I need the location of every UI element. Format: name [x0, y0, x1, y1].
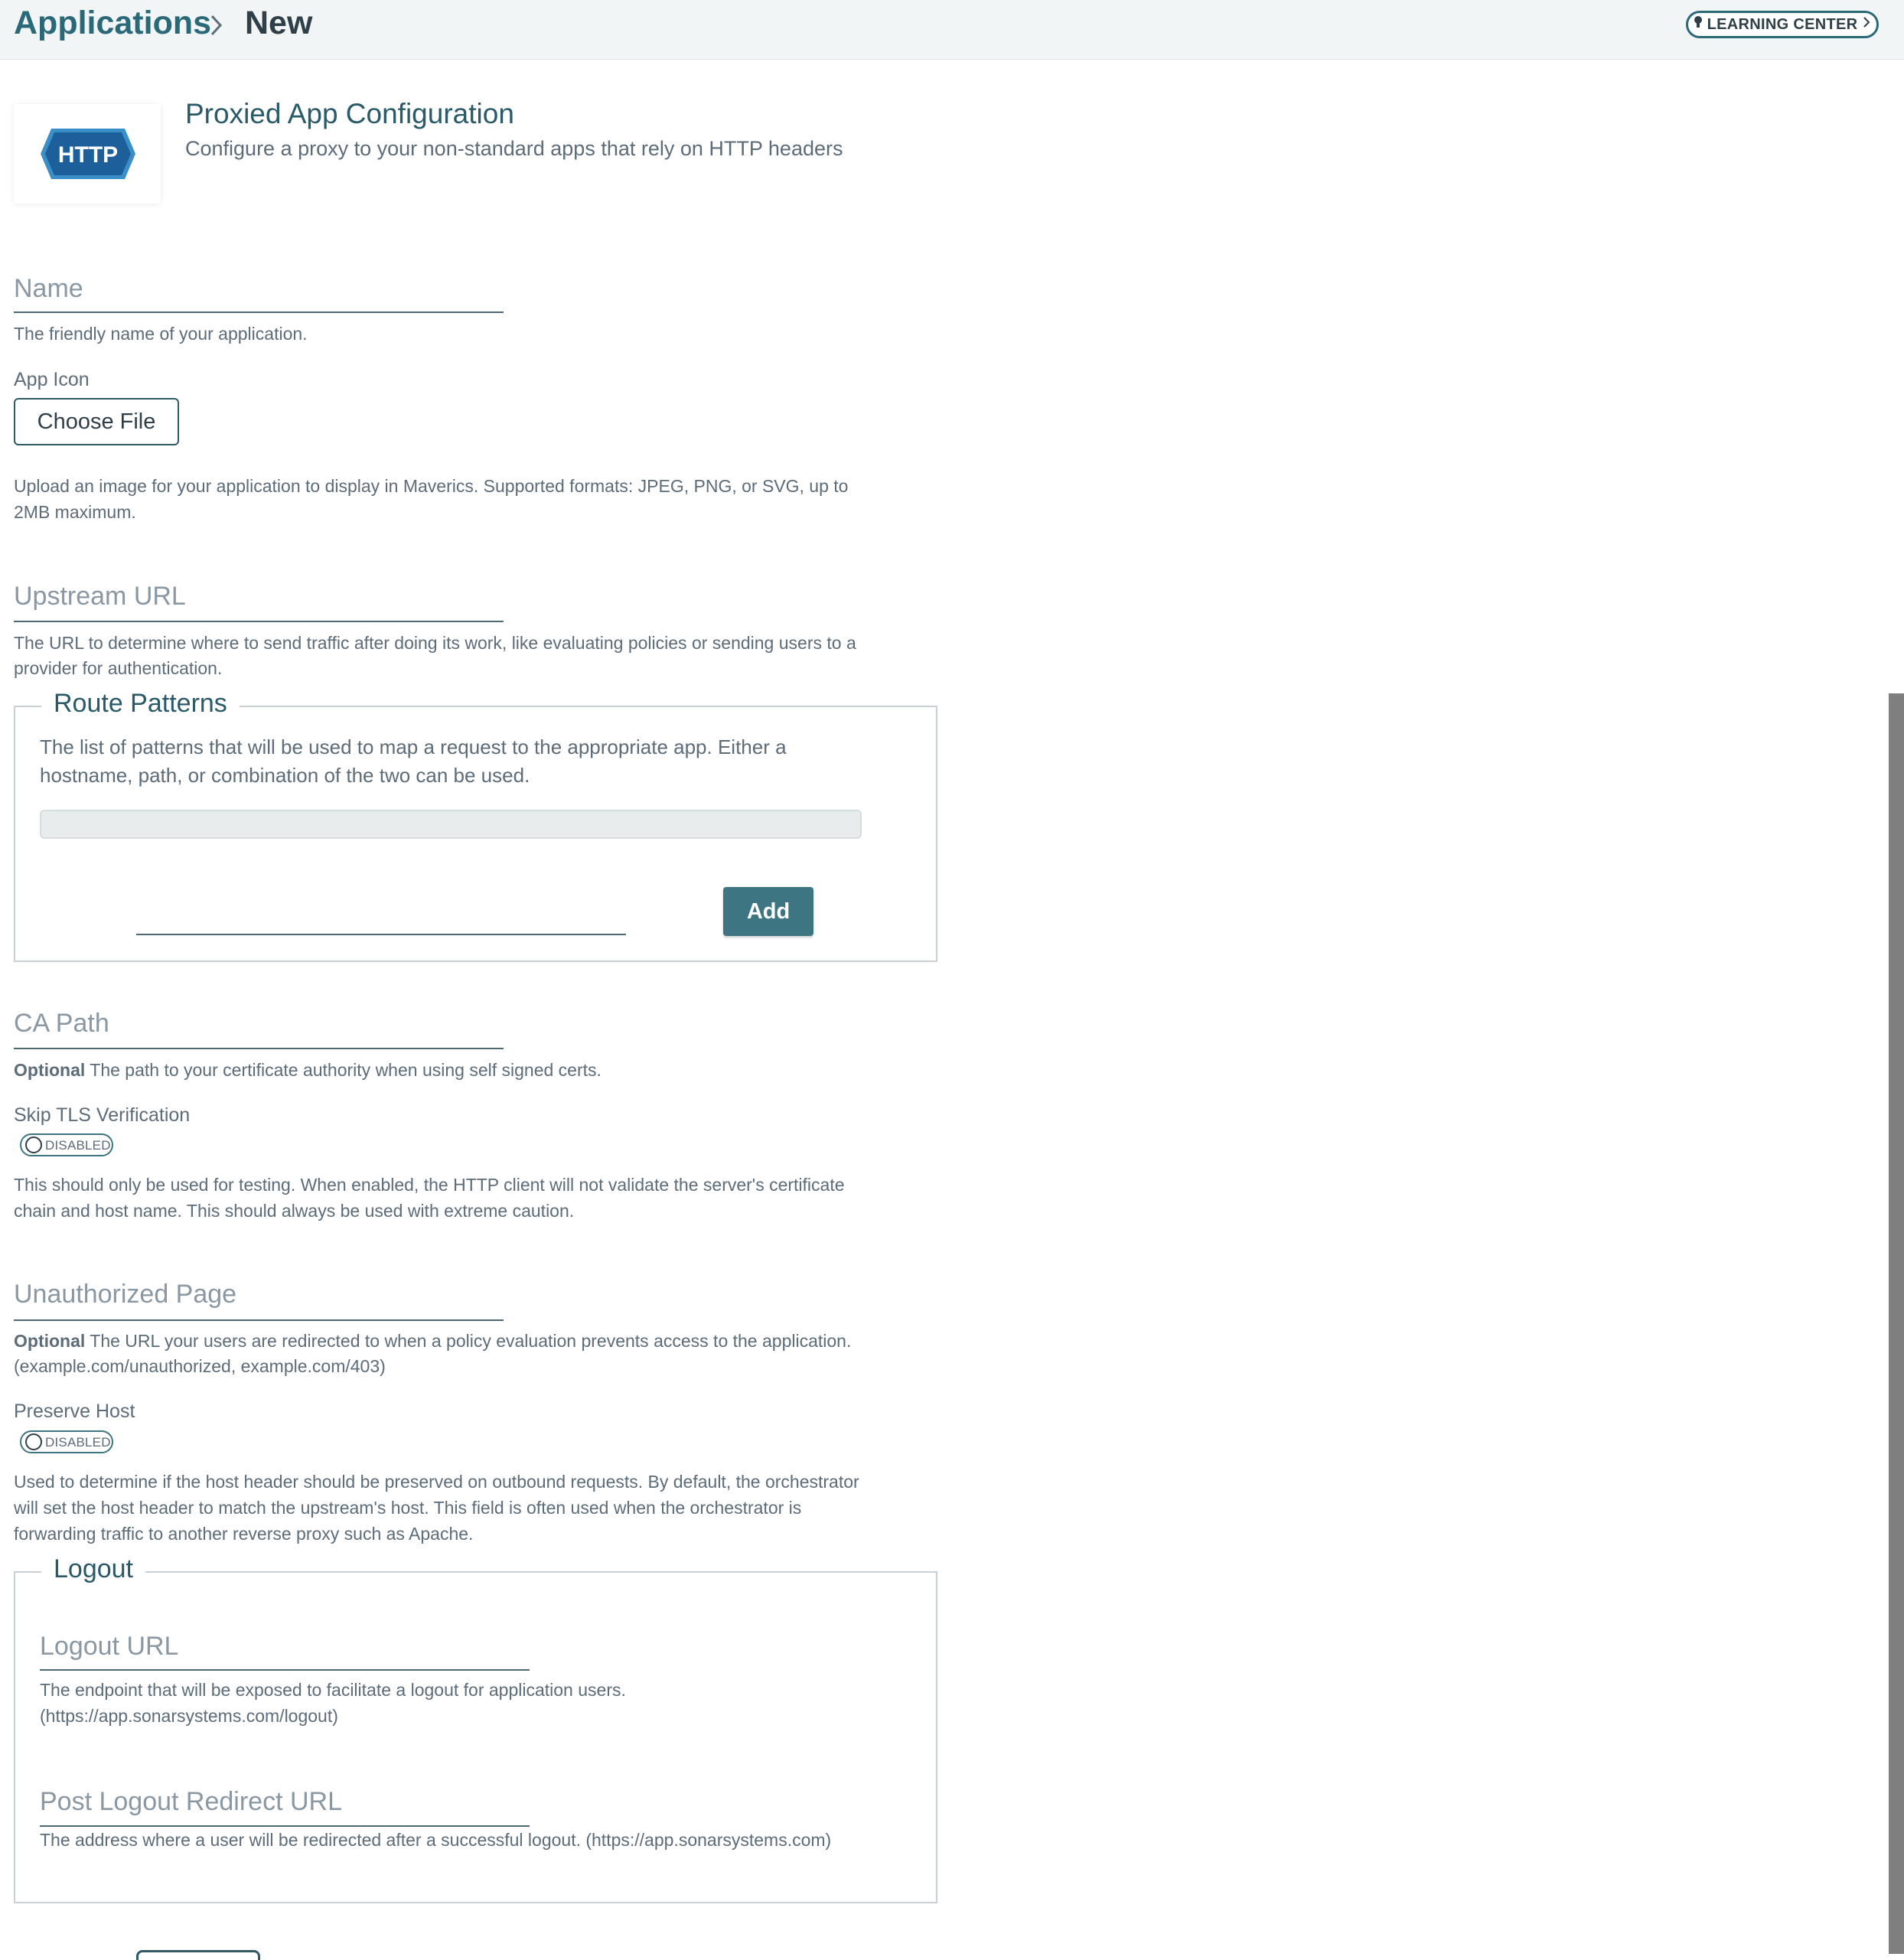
http-logo-text: HTTP: [57, 142, 119, 168]
name-input[interactable]: Name: [14, 274, 83, 303]
post-logout-help: The address where a user will be redirected after a successful logout. (https://app.sonarsystems.com): [40, 1830, 832, 1850]
preserve-host-label: Preserve Host: [14, 1401, 135, 1422]
upstream-url-underline: [14, 621, 504, 622]
toggle-knob: [25, 1137, 42, 1153]
upstream-url-help-1: The URL to determine where to send traffic after doing its work, like evaluating policies or sending users to a: [14, 633, 856, 653]
unauthorized-help-2: (example.com/unauthorized, example.com/403): [14, 1356, 386, 1376]
skip-tls-label: Skip TLS Verification: [14, 1104, 191, 1126]
logout-group: [14, 1554, 937, 1903]
skip-tls-help-2: chain and host name. This should always be used with extreme caution.: [14, 1201, 575, 1221]
toggle-knob: [25, 1433, 42, 1450]
unauthorized-help-text: The URL your users are redirected to when a policy evaluation prevents access to the application.: [90, 1331, 852, 1351]
unauthorized-page-input[interactable]: Unauthorized Page: [14, 1280, 237, 1309]
preserve-host-state: DISABLED: [45, 1435, 111, 1450]
logout-url-underline: [40, 1669, 530, 1671]
logout-url-help-1: The endpoint that will be exposed to facilitate a logout for application users.: [40, 1680, 626, 1700]
unauthorized-page-underline: [14, 1319, 504, 1321]
optional-tag: Optional: [14, 1060, 86, 1080]
app-icon-help-2: 2MB maximum.: [14, 502, 136, 522]
logout-legend: Logout: [41, 1554, 145, 1584]
upstream-url-help-2: provider for authentication.: [14, 658, 223, 678]
route-patterns-help-2: hostname, path, or combination of the two can be used.: [40, 764, 530, 787]
route-pattern-input[interactable]: [136, 934, 626, 935]
name-underline: [14, 311, 504, 313]
add-route-button[interactable]: Add: [723, 887, 813, 936]
page-title: Proxied App Configuration: [185, 98, 514, 129]
save-button[interactable]: [136, 1950, 260, 1960]
skip-tls-state: DISABLED: [45, 1138, 111, 1153]
logout-url-input[interactable]: Logout URL: [40, 1632, 179, 1661]
top-bar: [0, 0, 1904, 60]
skip-tls-toggle[interactable]: [20, 1133, 113, 1156]
preserve-host-toggle[interactable]: [20, 1430, 113, 1453]
route-patterns-help-1: The list of patterns that will be used to map a request to the appropriate app. Either a: [40, 735, 787, 758]
preserve-host-help-2: will set the host header to match the upstream's host. This field is often used when the orchestrator is: [14, 1498, 802, 1518]
breadcrumb-current: New: [245, 5, 313, 41]
learning-center-label: LEARNING CENTER: [1707, 15, 1858, 33]
chevron-right-icon: [1862, 15, 1871, 34]
app-icon-label: App Icon: [14, 369, 90, 390]
route-pattern-list: [40, 810, 862, 839]
optional-tag: Optional: [14, 1331, 86, 1351]
upstream-url-input[interactable]: Upstream URL: [14, 582, 186, 611]
scrollbar[interactable]: [1889, 693, 1904, 1954]
name-help: The friendly name of your application.: [14, 324, 308, 344]
choose-file-button[interactable]: Choose File: [14, 398, 179, 445]
ca-path-help: [14, 1057, 602, 1083]
page-subtitle: Configure a proxy to your non-standard apps that rely on HTTP headers: [185, 137, 843, 160]
unauthorized-help-1: [14, 1328, 851, 1354]
preserve-host-help-1: Used to determine if the host header should be preserved on outbound requests. By default, the orchestrator: [14, 1472, 859, 1492]
preserve-host-help-3: forwarding traffic to another reverse proxy such as Apache.: [14, 1524, 474, 1544]
route-patterns-legend: Route Patterns: [41, 689, 240, 719]
app-type-logo: [14, 104, 161, 204]
ca-path-underline: [14, 1048, 504, 1049]
lightbulb-icon: [1694, 15, 1703, 34]
post-logout-url-input[interactable]: Post Logout Redirect URL: [40, 1787, 342, 1816]
app-icon-help-1: Upload an image for your application to display in Maverics. Supported formats: JPEG, PNG, or SVG, up to: [14, 476, 849, 496]
chevron-right-icon: [208, 12, 225, 42]
learning-center-button[interactable]: [1686, 11, 1879, 38]
skip-tls-help-1: This should only be used for testing. When enabled, the HTTP client will not validate the server's certificate: [14, 1175, 845, 1195]
ca-path-help-text: The path to your certificate authority when using self signed certs.: [90, 1060, 602, 1080]
logout-url-help-2: (https://app.sonarsystems.com/logout): [40, 1706, 338, 1726]
breadcrumb-applications[interactable]: Applications: [14, 5, 212, 41]
ca-path-input[interactable]: CA Path: [14, 1009, 109, 1038]
